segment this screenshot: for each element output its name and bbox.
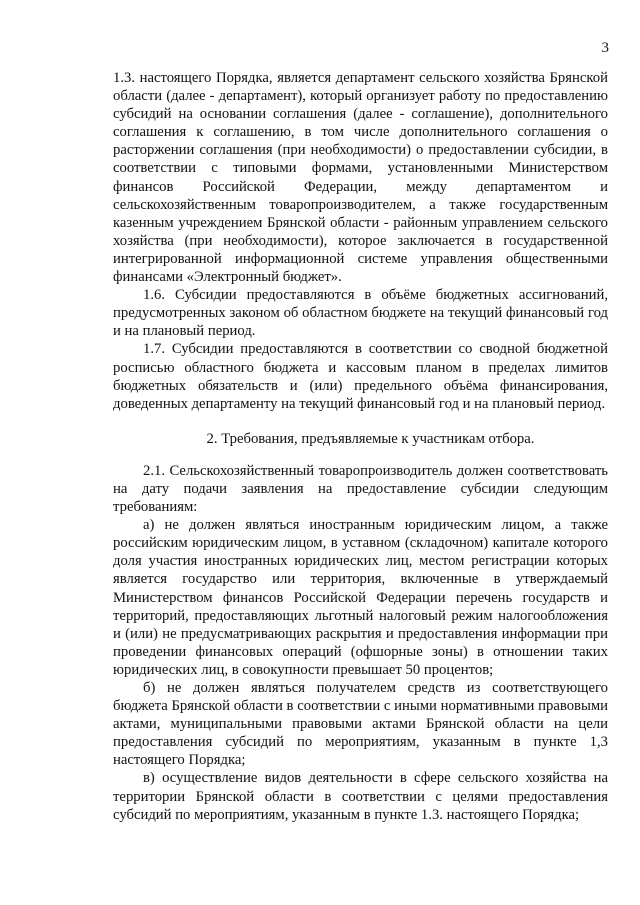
paragraph-2-1-v: в) осуществление видов деятельности в сфере сельского хозяйства на территории Брянской области в соответствии с целями предоставления субсидий по мероприятиям, указанным в пункте 1.3. настоящего Порядка; [113,770,608,823]
paragraph-2-1-a: а) не должен являться иностранным юридическим лицом, а также российским юридическим лицом, в уставном (складочном) капитале которого доля участия иностранных юридических лиц, местом регистрации которых является государство или территория, включенные в утверждаемый Министерством финансов Российской Федерации перечень государств и территорий, предоставляющих льготный налоговый режим налогообложения и (или) не предусматривающих раскрытия и предоставления информации при проведении финансовых операций (офшорные зоны) в отношении таких юридических лиц, в совокупности превышает 50 процентов; [113,517,608,678]
document-body [113,69,608,824]
paragraph-1-3-continuation: 1.3. настоящего Порядка, является департамент сельского хозяйства Брянской области (далее - департамент), который организует работу по предоставлению субсидий на основании соглашения (далее - соглашение), дополнительного соглашения к соглашению, в том числе дополнительного соглашения о расторжении соглашения (при необходимости) о предоставлении субсидии, в соответствии с типовыми формами, установленными Министерством финансов Российской Федерации, между департаментом и сельскохозяйственным товаропроизводителем, а также государственным казенным учреждением Брянской области - районным управлением сельского хозяйства (при необходимости), которое заключается в государственной интегрированной информационной системе управления общественными финансами «Электронный бюджет». [113,70,608,286]
paragraph-1-6: 1.6. Субсидии предоставляются в объёме бюджетных ассигнований, предусмотренных законом об областном бюджете на текущий финансовый год и на плановый период. [113,287,608,340]
paragraph-1-7: 1.7. Субсидии предоставляются в соответствии со сводной бюджетной росписью областного бюджета и кассовым планом в пределах лимитов бюджетных обязательств и (или) предельного объёма финансирования, доведенных департаменту на текущий финансовый год и на плановый период. [113,341,608,412]
page-number: 3 [601,40,609,56]
section-heading: 2. Требования, предъявляемые к участникам отбора. [206,430,535,447]
paragraph-2-1-b: б) не должен являться получателем средств из соответствующего бюджета Брянской области в соответствии с иными нормативными правовыми актами, муниципальными правовыми актами Брянской области на цели предоставления субсидий по мероприятиям, указанным в пункте 1,3 настоящего Порядка; [113,680,608,769]
paragraph-2-1: 2.1. Сельскохозяйственный товаропроизводитель должен соответствовать на дату подачи заявления на предоставление субсидии следующим требованиям: [113,462,608,516]
